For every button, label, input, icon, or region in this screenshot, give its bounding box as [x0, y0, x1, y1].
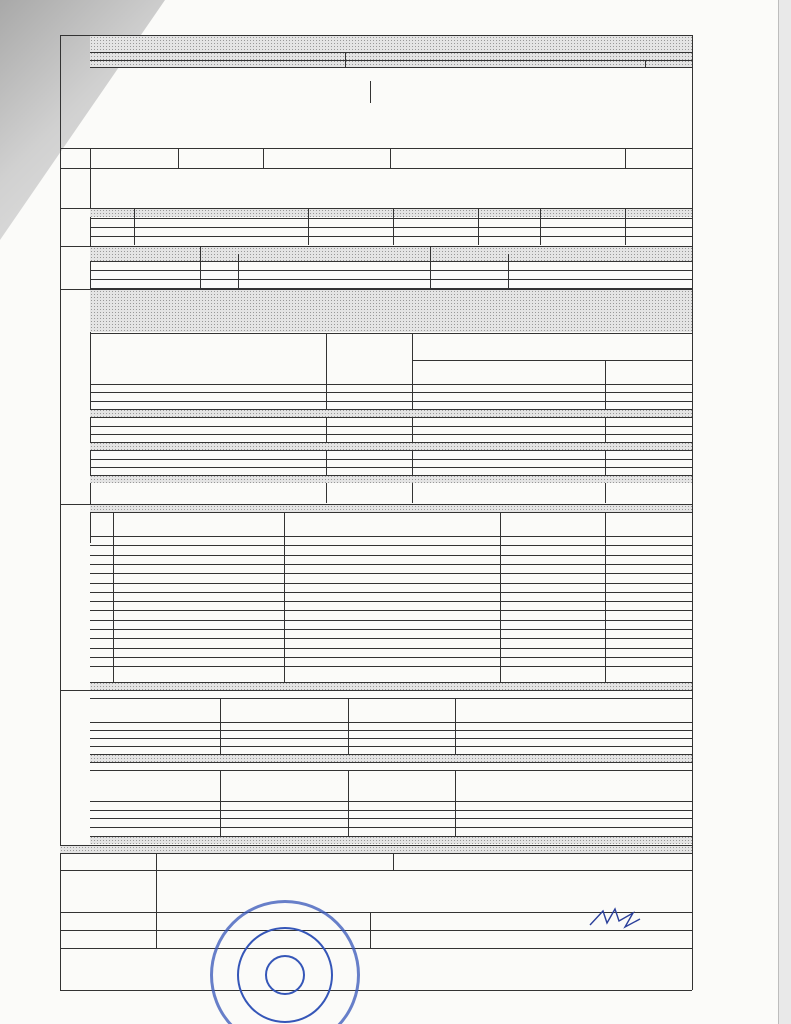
- rule-line: [90, 218, 692, 219]
- shaded-cell: [90, 60, 692, 67]
- rule-line: [90, 601, 692, 602]
- rule-line: [90, 592, 692, 593]
- rule-line: [430, 247, 431, 289]
- rule-line: [90, 270, 692, 271]
- rule-line: [393, 853, 394, 870]
- rule-line: [90, 620, 692, 621]
- rule-line: [370, 912, 371, 948]
- rule-line: [60, 168, 692, 169]
- rule-line: [60, 948, 692, 949]
- rule-line: [90, 610, 692, 611]
- plot-management-form: [60, 35, 692, 990]
- rule-line: [90, 450, 692, 451]
- shaded-cell: [90, 505, 692, 512]
- rule-line: [90, 545, 692, 546]
- rule-line: [90, 67, 692, 68]
- rule-line: [90, 629, 692, 630]
- rule-line: [90, 60, 692, 61]
- rule-line: [238, 254, 239, 289]
- rule-line: [156, 870, 157, 912]
- rule-line: [90, 836, 692, 837]
- shaded-cell: [90, 290, 692, 332]
- rule-line: [90, 682, 692, 683]
- rule-line: [90, 409, 692, 410]
- rule-line: [90, 459, 692, 460]
- rule-line: [90, 722, 692, 723]
- rule-line: [90, 827, 692, 828]
- rule-line: [90, 666, 692, 667]
- rule-line: [90, 279, 692, 280]
- rule-line: [90, 638, 692, 639]
- rule-line: [90, 442, 692, 443]
- rule-line: [200, 247, 201, 289]
- rule-line: [90, 818, 692, 819]
- rule-line: [90, 738, 692, 739]
- rule-line: [90, 648, 692, 649]
- rule-line: [90, 583, 692, 584]
- rule-line: [156, 912, 157, 948]
- rule-line: [60, 990, 692, 991]
- shaded-cell: [90, 247, 692, 261]
- rule-line: [90, 384, 692, 385]
- rule-line: [60, 148, 692, 149]
- shaded-cell: [90, 442, 692, 450]
- rule-line: [370, 81, 371, 103]
- rule-line: [156, 853, 157, 870]
- rule-line: [90, 426, 692, 427]
- rule-line: [90, 801, 692, 802]
- shaded-cell: [90, 754, 692, 762]
- shaded-cell: [90, 52, 692, 60]
- rule-line: [90, 810, 692, 811]
- shaded-cell: [90, 836, 692, 844]
- rule-line: [60, 853, 692, 854]
- rule-line: [90, 417, 692, 418]
- rule-line: [60, 690, 692, 691]
- rule-line: [90, 730, 692, 731]
- rule-line: [90, 401, 692, 402]
- shaded-cell: [90, 475, 692, 483]
- rule-line: [90, 657, 692, 658]
- rule-line: [220, 770, 221, 838]
- rule-line: [90, 698, 692, 699]
- rule-line: [90, 236, 692, 237]
- rule-line: [90, 475, 692, 476]
- rule-line: [178, 148, 179, 168]
- shaded-cell: [60, 846, 692, 853]
- rule-line: [90, 555, 692, 556]
- rule-line: [90, 512, 692, 513]
- shaded-cell: [90, 36, 692, 52]
- rule-line: [90, 754, 692, 755]
- rule-line: [90, 770, 692, 771]
- rule-line: [390, 148, 391, 168]
- rule-line: [90, 148, 91, 543]
- rule-line: [508, 254, 509, 289]
- rule-line: [90, 52, 692, 53]
- rule-line: [90, 227, 692, 228]
- rule-line: [90, 261, 692, 262]
- rule-line: [348, 770, 349, 838]
- stamp-emblem: [265, 955, 305, 995]
- rule-line: [455, 770, 456, 838]
- rule-line: [90, 434, 692, 435]
- rule-line: [625, 148, 626, 168]
- rule-line: [345, 52, 346, 68]
- rule-line: [90, 573, 692, 574]
- rule-line: [90, 762, 692, 763]
- page-edge: [778, 0, 791, 1024]
- rule-line: [90, 467, 692, 468]
- rule-line: [60, 870, 692, 871]
- rule-line: [692, 35, 693, 990]
- shaded-cell: [90, 409, 692, 417]
- rule-line: [90, 564, 692, 565]
- approval-signature: [585, 905, 645, 933]
- shaded-cell: [90, 209, 692, 217]
- rule-line: [90, 746, 692, 747]
- rule-line: [90, 333, 692, 334]
- rule-line: [90, 536, 692, 537]
- rule-line: [90, 392, 692, 393]
- rule-line: [412, 360, 692, 361]
- rule-line: [263, 148, 264, 168]
- shaded-cell: [90, 682, 692, 690]
